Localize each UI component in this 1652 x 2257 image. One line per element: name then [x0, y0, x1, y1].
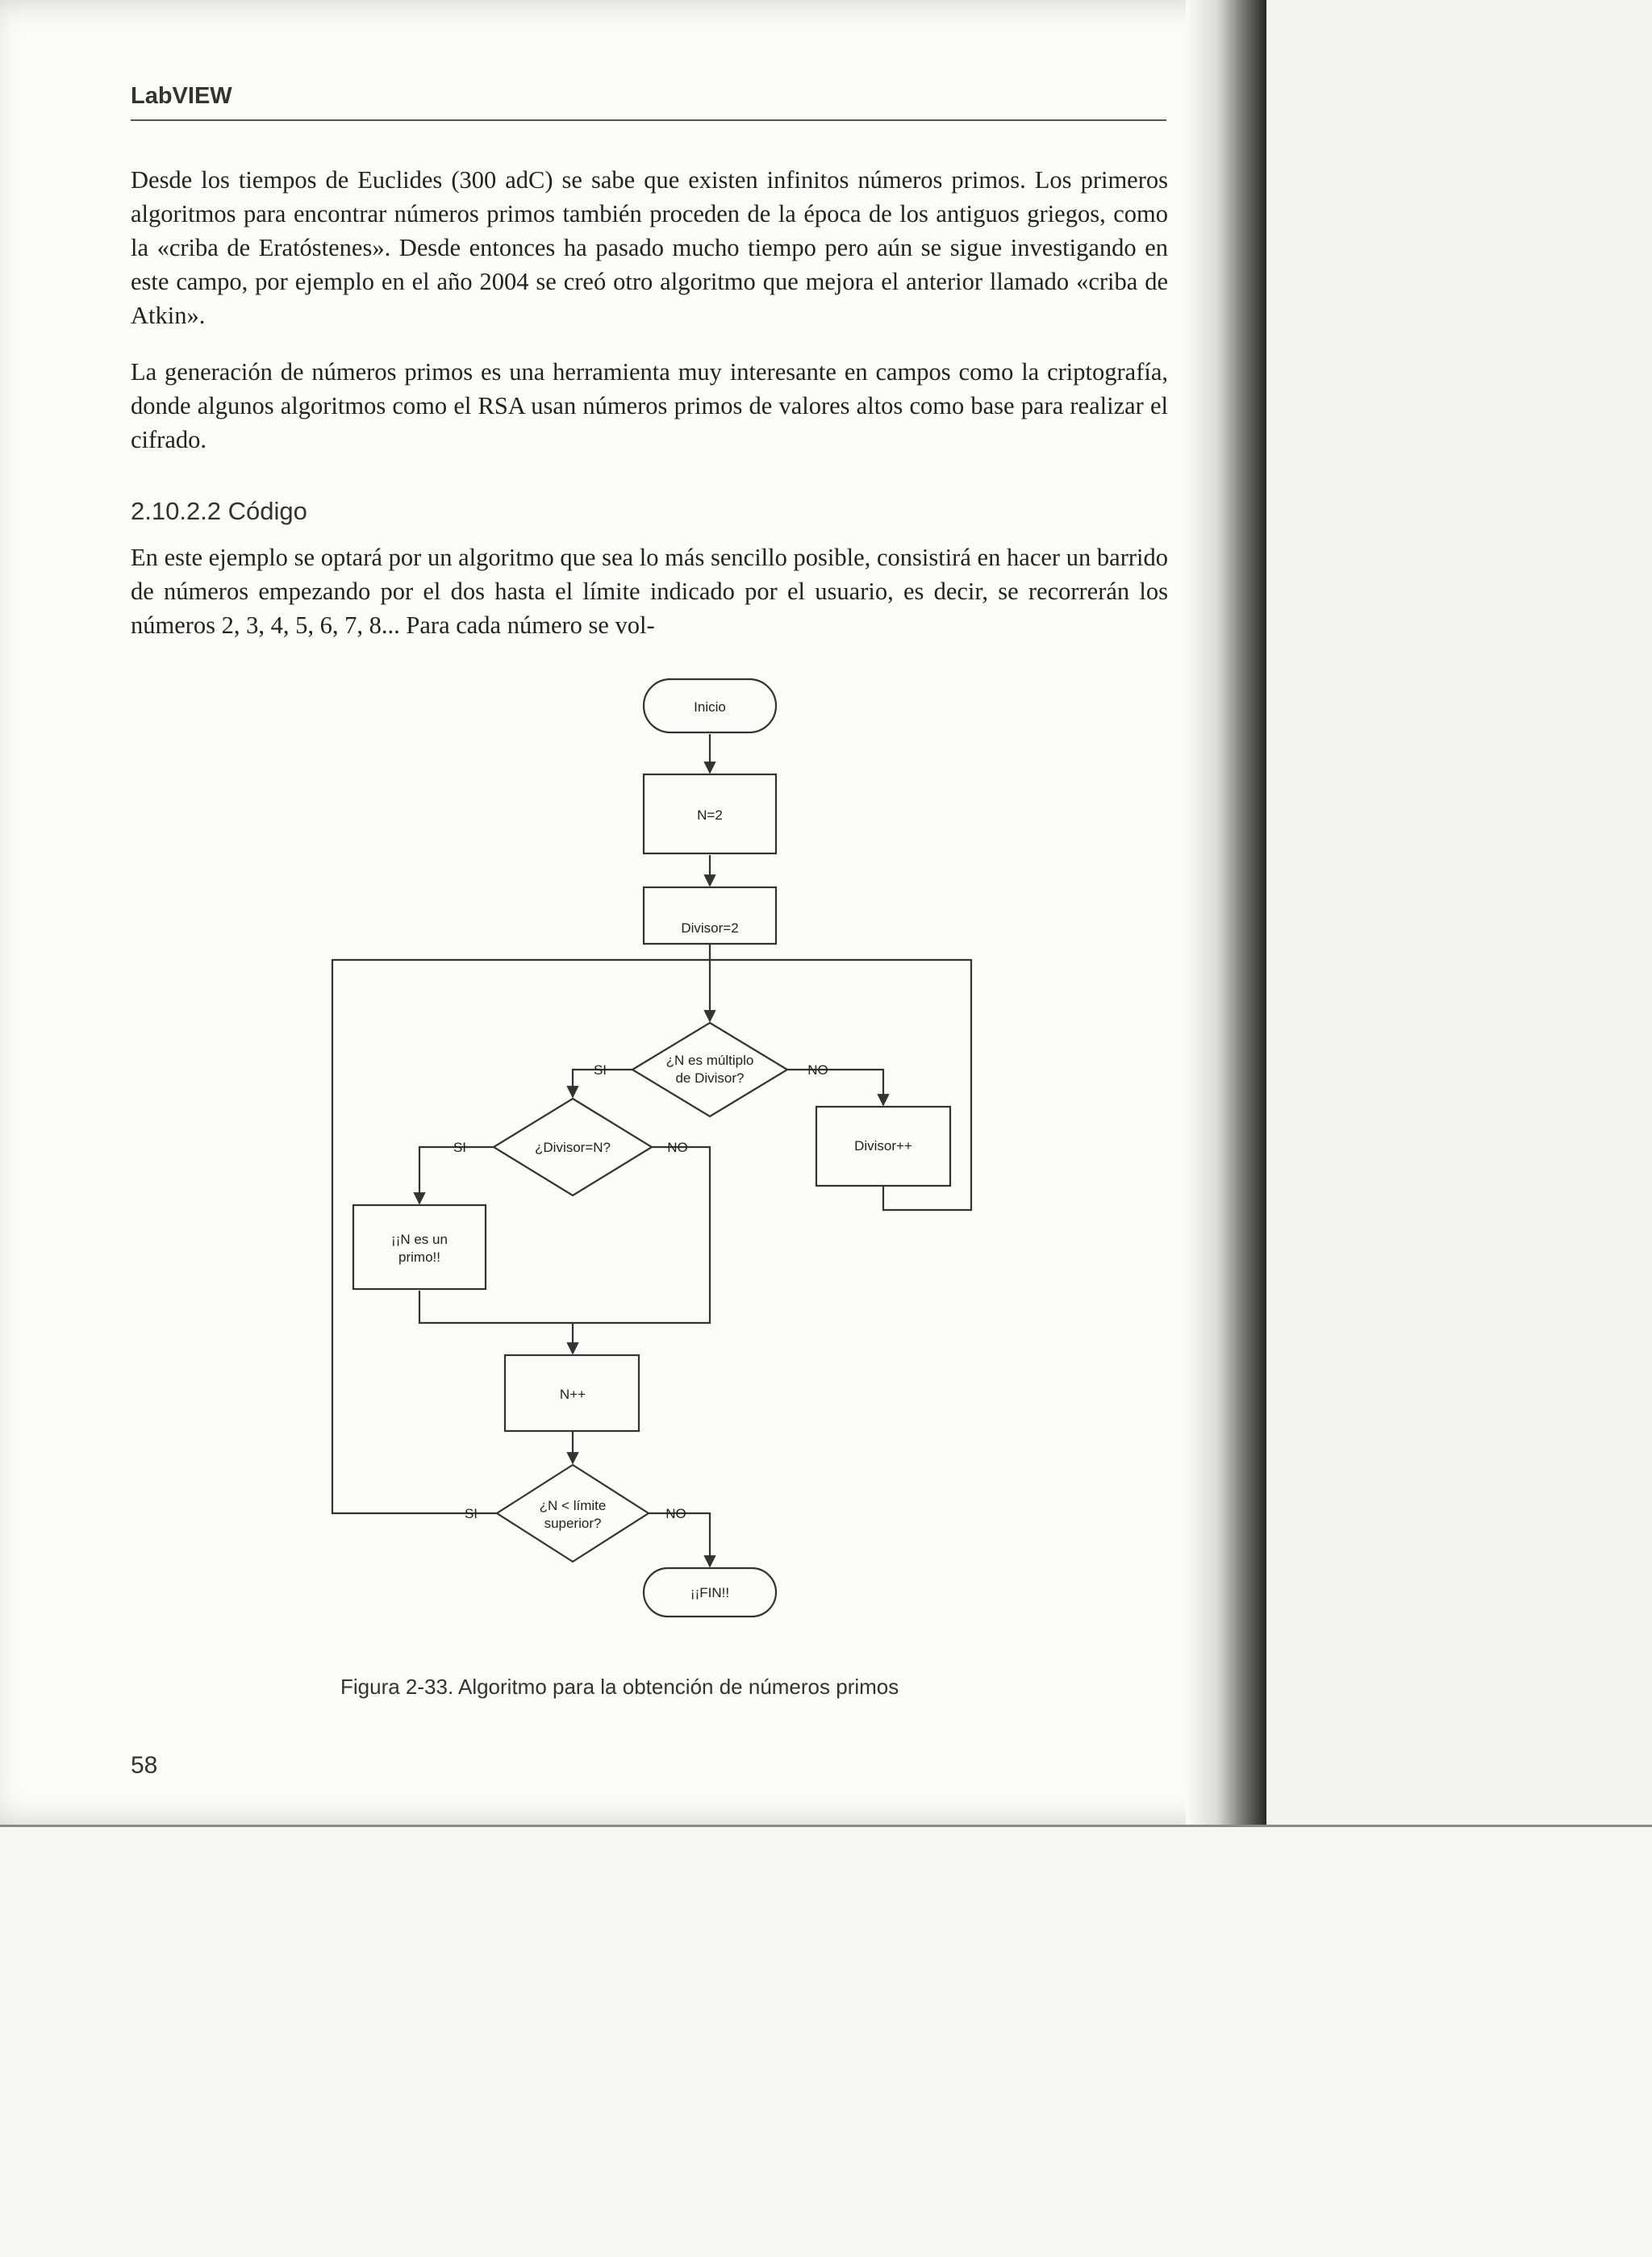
- init-divisor-label: Divisor=2: [681, 920, 739, 936]
- multiple-yes-label: SI: [593, 1062, 607, 1078]
- decision-limit-label-2: superior?: [544, 1516, 602, 1531]
- decision-limit: [497, 1465, 649, 1562]
- equal-no-label: NO: [667, 1140, 688, 1155]
- header-rule: [131, 119, 1166, 121]
- paragraph-algoritmo: En este ejemplo se optará por un algoritmo que sea lo más sencillo posible, consistirá en hacer un barrido de números empezando por el dos hasta el límite indicado por el usuario, es decir, se recorrerán los números 2, 3, 4, 5, 6, 7, 8... Para cada número se vol-: [131, 544, 1168, 639]
- running-head: LabVIEW: [131, 83, 232, 109]
- increment-divisor-label: Divisor++: [854, 1138, 912, 1154]
- connector-multiple-no: [787, 1070, 883, 1105]
- book-spine-shadow: [1186, 0, 1266, 1825]
- end-label: ¡¡FIN!!: [690, 1585, 730, 1600]
- decision-multiple-label-1: ¿N es múltiplo: [665, 1053, 754, 1068]
- init-n-label: N=2: [697, 807, 723, 823]
- paragraph-criptografia: La generación de números primos es una herramienta muy interesante en campos como la criptografía, donde algunos algoritmos como el RSA usan números primos de valores altos como base para realizar el cifrado.: [131, 358, 1168, 453]
- increment-n-label: N++: [559, 1387, 586, 1402]
- decision-equal-label: ¿Divisor=N?: [535, 1140, 611, 1155]
- prime-label-2: primo!!: [398, 1249, 440, 1265]
- limit-no-label: NO: [665, 1506, 686, 1521]
- prime-label-1: ¡¡N es un: [391, 1232, 448, 1247]
- start-label: Inicio: [694, 699, 726, 715]
- page-number: 58: [131, 1752, 158, 1779]
- prime-algorithm-flowchart: [307, 670, 984, 1654]
- section-heading: 2.10.2.2 Código: [131, 497, 307, 525]
- multiple-no-label: NO: [807, 1062, 828, 1078]
- figure-caption: Figura 2-33. Algoritmo para la obtención de números primos: [340, 1675, 899, 1699]
- decision-multiple-label-2: de Divisor?: [675, 1070, 745, 1086]
- limit-yes-label: SI: [464, 1506, 478, 1521]
- paragraph-euclides: Desde los tiempos de Euclides (300 adC) se sabe que existen infinitos números primos. Los primeros algoritmos para encontrar números primos también proceden de la época de los antiguos griegos, como la «criba de Eratóstenes». Desde entonces ha pasado mucho tiempo pero aún se sigue investigando en este campo, por ejemplo en el año 2004 se creó otro algoritmo que mejora el anterior llamado «criba de Atkin».: [131, 166, 1168, 329]
- connector-prime-to-nplus: [419, 1291, 573, 1354]
- decision-limit-label-1: ¿N < límite: [539, 1498, 607, 1513]
- decision-multiple: [632, 1023, 787, 1116]
- prime-result-box: [353, 1205, 486, 1289]
- scanner-background: [0, 1825, 1652, 2257]
- equal-yes-label: SI: [453, 1140, 467, 1155]
- connector-equal-yes: [419, 1147, 494, 1204]
- facing-page-edge: [1266, 0, 1652, 1825]
